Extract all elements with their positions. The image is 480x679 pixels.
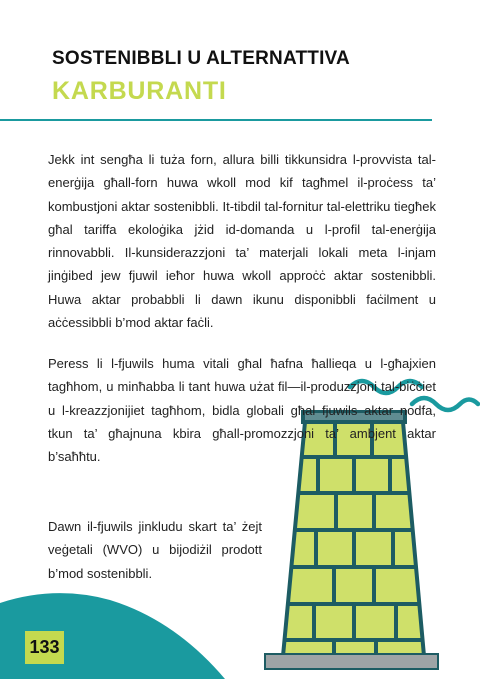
page-title: SOSTENIBBLI U ALTERNATTIVA: [52, 48, 350, 69]
paragraph-1: Jekk int sengħa li tuża forn, allura billi tikkunsidra l-provvista tal-enerġija għall-forn huwa wkoll mod kif tagħmel il-proċess ta’ kombustjoni aktar sostenibbli. It-tibdil tal-fornitur tal-elettriku tiegħek għal tariffa ekoloġika jżid id-domanda u l-profil tal-enerġija rinnovabbli. Il-kunsiderazzjoni ta’ materjali lokali meta l-injam jinġibed jew fjuwil ieħor huwa wkoll approċċ aktar sostenibbli. Huwa aktar probabbli li dawn ikunu disponibbli faċilment u aċċessibbli b’mod aktar faċli.: [48, 152, 436, 331]
paragraph-3: Dawn il-fjuwils jinkludu skart ta’ żejt veġetali (WVO) u bijodiżil prodott b’mod sostenibbli.: [48, 519, 262, 581]
page-number: 133: [25, 631, 64, 664]
page-subtitle: KARBURANTI: [52, 77, 227, 105]
paragraph-2: Peress li l-fjuwils huma vitali għal ħafna ħallieqa u l-għajxien tagħhom, u minħabba li tant huwa użat fil—il-produzzjoni tal-biċċiet u l-kreazzjonijiet tagħhom, bidla globali għal fjuwils aktar nodfa, tkun ta’ għajnuna kbira għall-promozzjoni ta’ ambjent aktar b’saħħtu.: [48, 356, 436, 465]
chimney-base: [265, 654, 438, 669]
